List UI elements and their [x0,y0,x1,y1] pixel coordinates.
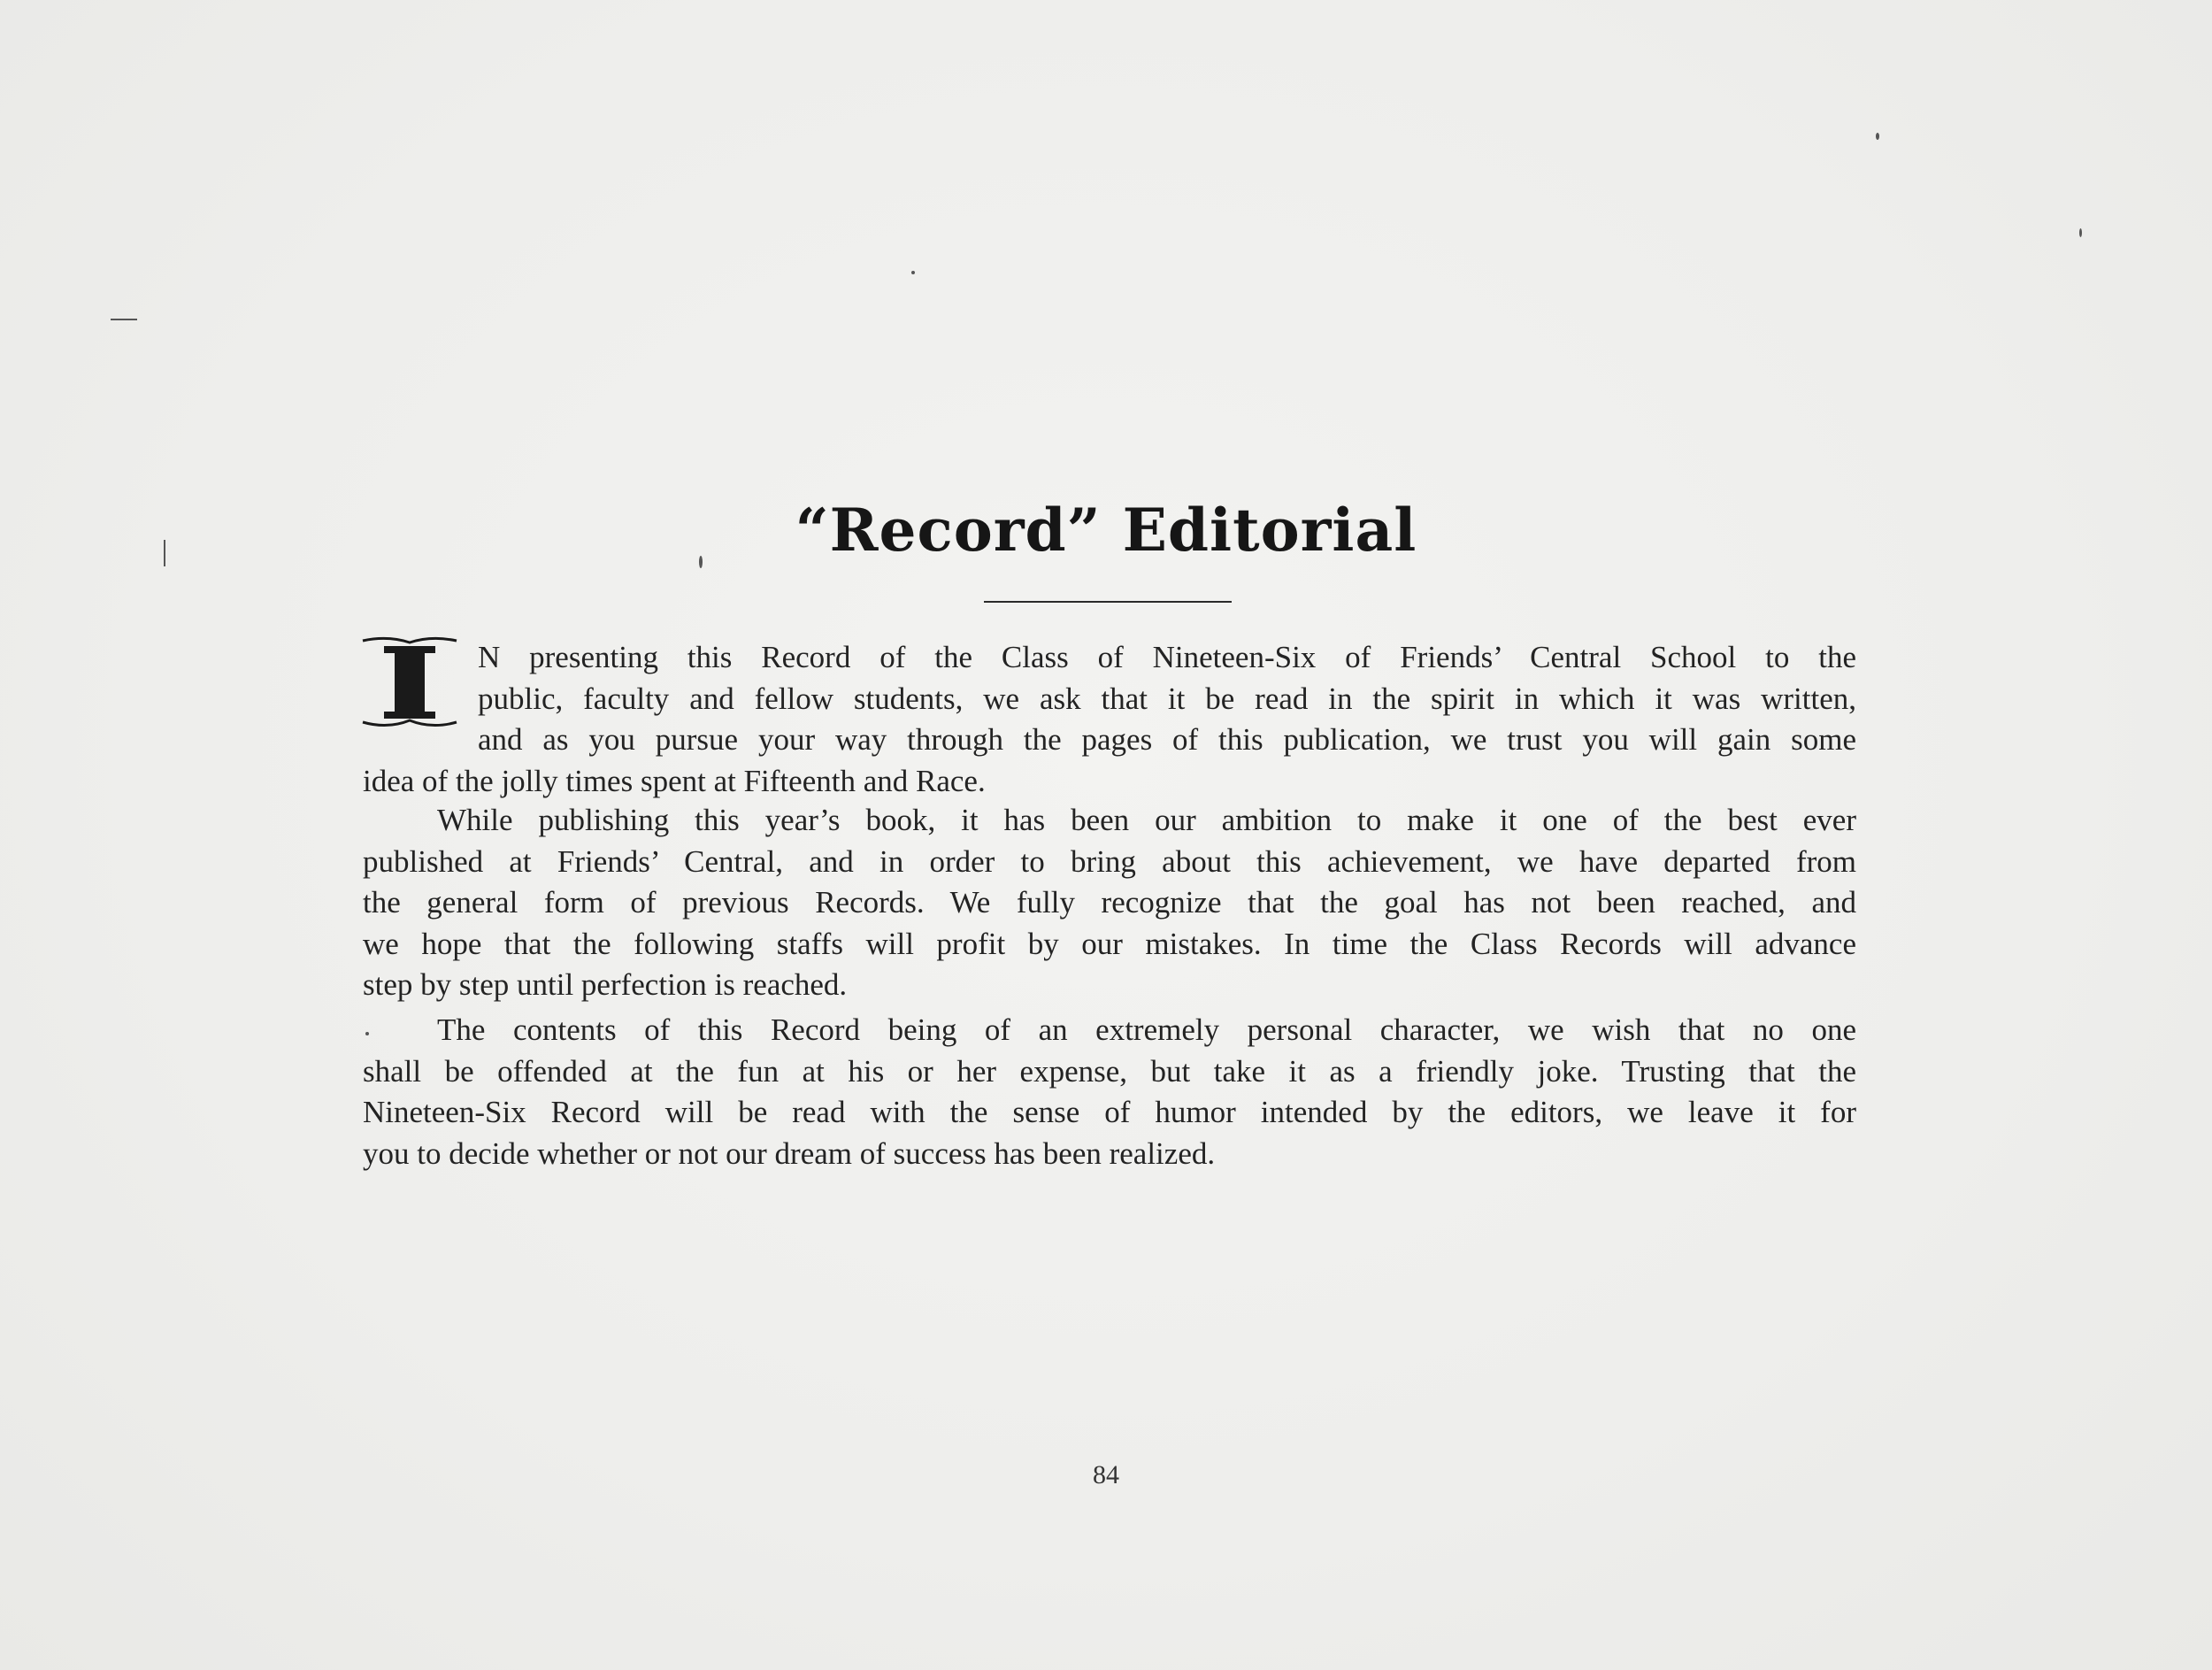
title-rule [984,601,1232,603]
paragraph-line: idea of the jolly times spent at Fifteenth and Race. [363,763,986,798]
paragraph-line: you to decide whether or not our dream of success has been realized. [363,1135,1216,1171]
paragraph-line: shall be offended at the fun at his or her expense, but take it as a friendly joke. Trusting that the [363,1053,1856,1089]
paragraph-line: published at Friends’ Central, and in order to bring about this achievement, we have departed from [363,843,1856,879]
paragraph-line: public, faculty and fellow students, we ask that it be read in the spirit in which it was written, [478,681,1856,716]
paragraph-line: the general form of previous Records. We fully recognize that the goal has not been reached, and [363,885,1856,920]
scan-speck [111,319,137,320]
paragraph-line: step by step until perfection is reached. [363,967,848,1002]
paragraph-1 [363,637,1856,802]
paragraph-3 [363,1010,1856,1174]
page-number: 84 [1093,1460,1119,1489]
paragraph-line: The contents of this Record being of an extremely personal character, we wish that no one [437,1012,1856,1047]
scan-speck [2079,228,2082,237]
page-title: “Record” Editorial [795,496,1417,565]
scan-speck [1876,133,1879,140]
paragraph-line: While publishing this year’s book, it has been our ambition to make it one of the best ever [437,803,1856,837]
paragraph-2 [363,800,1856,1006]
paragraph-line: N presenting this Record of the Class of Nineteen-Six of Friends’ Central School to the [478,640,1856,674]
paragraph-line: Nineteen-Six Record will be read with the sense of humor intended by the editors, we leave it for [363,1095,1856,1129]
scan-speck [164,540,165,566]
paragraph-line: we hope that the following staffs will profit by our mistakes. In time the Class Records will advance [363,926,1856,961]
paragraph-line: and as you pursue your way through the pages of this publication, we trust you will gain some [478,722,1856,757]
scan-speck [911,271,915,274]
